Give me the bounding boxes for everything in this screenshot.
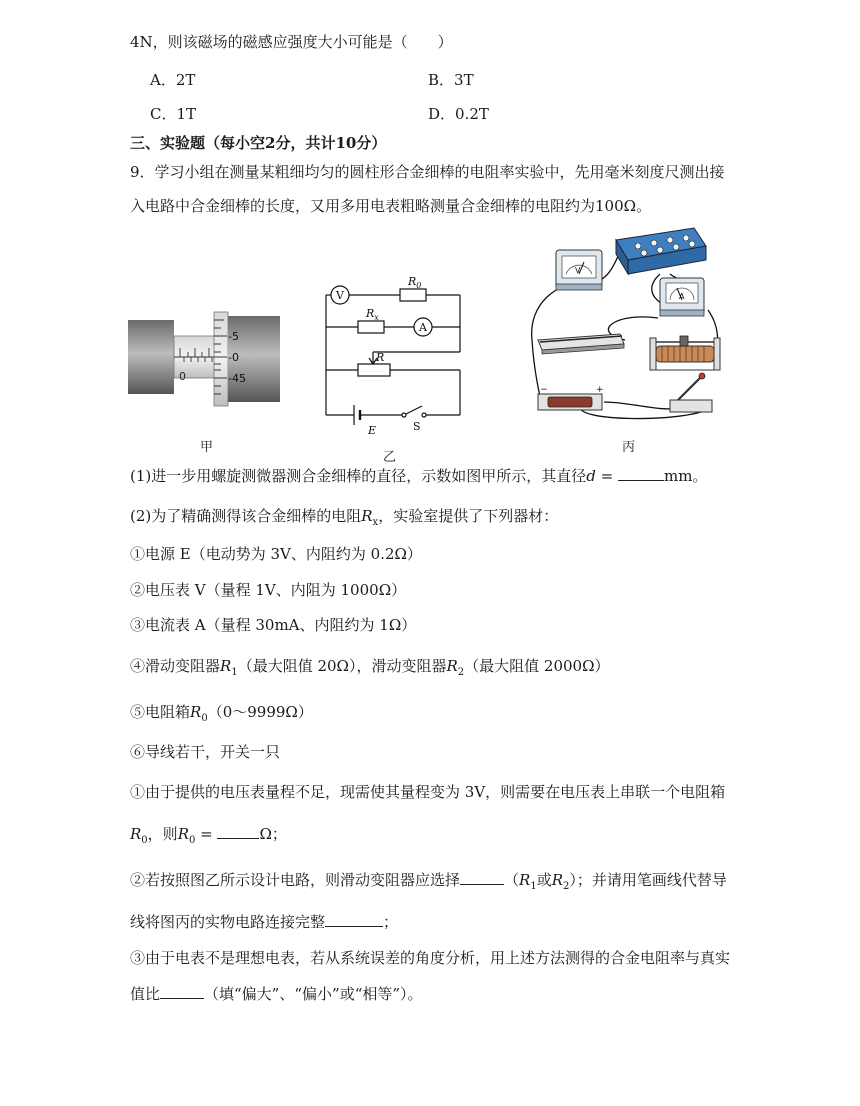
micrometer-frame	[128, 320, 174, 394]
part2-line: (2)为了精确测得该合金细棒的电阻$R_x$，实验室提供了下列器材：	[130, 507, 559, 528]
battery-device	[538, 385, 604, 410]
subq1-line1: ①由于提供的电压表量程不足，现需使其量程变为 3V，则需要在电压表上串联一个电阻箱	[130, 783, 726, 801]
ammeter-symbol: A	[419, 321, 427, 334]
answer-blank-r0[interactable]	[217, 824, 259, 839]
switch-device	[670, 373, 712, 412]
voltmeter-device	[556, 250, 602, 290]
rheostat-device	[650, 336, 720, 370]
label-r0: $R_0$	[408, 275, 422, 290]
caption-bing: 丙	[622, 440, 636, 455]
option-b[interactable]: B．3T	[428, 71, 474, 89]
subq3-line1: ③由于电表不是理想电表，若从系统误差的角度分析，用上述方法测得的合金电阻率与真实	[130, 949, 731, 967]
caption-yi: 乙	[383, 450, 397, 465]
subq2-line2: 线将图丙的实物电路连接完整 ；	[130, 913, 399, 931]
answer-blank-rheostat[interactable]	[460, 870, 504, 885]
equipment-item-3: ③电流表 A（量程 30mA、内阻约为 1Ω）	[130, 616, 417, 634]
label-r: R	[376, 351, 385, 364]
svg-text:+: +	[596, 385, 604, 395]
subq2-line1: ②若按照图乙所示设计电路，则滑动变阻器应选择 （$R_1$或$R_2$）；并请用笔画线代替导	[130, 871, 727, 892]
option-d[interactable]: D．0.2T	[428, 105, 489, 123]
scale-label-0: -0	[228, 351, 239, 364]
part1-line: (1)进一步用螺旋测微器测合金细棒的直径，示数如图甲所示，其直径d = mm。	[130, 467, 708, 485]
equipment-item-2: ②电压表 V（量程 1V、内阻为 1000Ω）	[130, 581, 407, 599]
equipment-item-1: ①电源 E（电动势为 3V、内阻约为 0.2Ω）	[130, 545, 422, 563]
svg-text:V: V	[575, 266, 581, 275]
circuit-diagram	[318, 270, 468, 440]
scale-label-5: -5	[228, 330, 239, 343]
q9-intro-line1: 9．学习小组在测量某粗细均匀的圆柱形合金细棒的电阻率实验中，先用毫米刻度尺测出接	[130, 163, 725, 181]
alloy-rod-board	[538, 334, 624, 354]
svg-text:A: A	[679, 292, 685, 301]
voltmeter-symbol: V	[336, 289, 344, 302]
scale-label-45: -45	[228, 372, 246, 385]
micrometer-figure	[128, 298, 282, 413]
q9-intro-line2: 入电路中合金细棒的长度，又用多用电表粗略测量合金细棒的电阻约为100Ω。	[130, 197, 652, 215]
section-heading: 三、实验题（每小空2分，共计10分）	[130, 134, 387, 152]
option-a[interactable]: A．2T	[150, 71, 196, 89]
caption-jia: 甲	[200, 440, 214, 455]
physical-circuit-figure	[520, 222, 730, 426]
equipment-item-4: ④滑动变阻器$R_1$（最大阻值 20Ω），滑动变阻器$R_2$（最大阻值 2000Ω）	[130, 657, 610, 678]
ammeter-device	[660, 278, 704, 316]
label-s: S	[413, 420, 421, 433]
question-stem-tail: 4N，则该磁场的磁感应强度大小可能是（ ）	[130, 33, 453, 51]
label-e: E	[368, 424, 377, 437]
equipment-item-6: ⑥导线若干，开关一只	[130, 743, 281, 761]
subq3-line2: 值比 （填“偏大”、“偏小”或“相等”）。	[130, 985, 423, 1003]
answer-blank-resistivity[interactable]	[160, 984, 204, 999]
label-rx: $R_x$	[366, 307, 379, 322]
option-c[interactable]: C．1T	[150, 105, 197, 123]
answer-blank-diameter[interactable]	[618, 466, 664, 481]
resistance-box	[616, 228, 706, 274]
subq1-line2: $R_0$，则$R_0 = \Omega$；	[130, 825, 287, 846]
micrometer-zero-label: 0	[179, 370, 186, 383]
svg-text:−: −	[540, 385, 548, 395]
equipment-item-5: ⑤电阻箱$R_0(0\sim 9999\Omega)$	[130, 703, 313, 724]
answer-blank-circuit[interactable]	[325, 912, 383, 927]
